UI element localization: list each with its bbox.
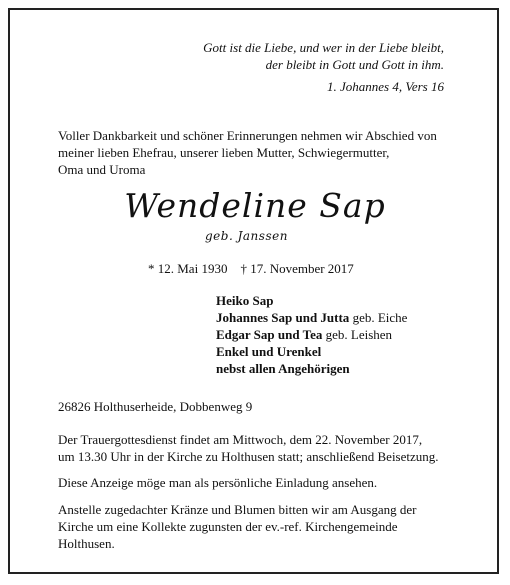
address: 26826 Holthuserheide, Dobbenweg 9: [58, 399, 253, 414]
mourner-5: nebst allen Angehörigen: [216, 361, 350, 376]
collection-line-3: Holthusen.: [58, 536, 115, 551]
deceased-name: Wendeline Sap: [124, 186, 386, 225]
mourner-2-names: Johannes Sap und Jutta: [216, 310, 350, 325]
intro-line-3: Oma und Uroma: [58, 162, 146, 177]
service-line-1: Der Trauergottesdienst findet am Mittwoch, dem 22. November 2017,: [58, 432, 423, 447]
life-dates: * 12. Mai 1930 † 17. November 2017: [148, 261, 354, 276]
mourner-3-names: Edgar Sap und Tea: [216, 327, 323, 342]
mourner-2: [216, 309, 407, 326]
mourner-2-birthname: geb. Eiche: [349, 310, 408, 325]
invitation-note: Diese Anzeige möge man als persönliche Einladung ansehen.: [58, 475, 378, 490]
collection-line-2: Kirche um eine Kollekte zugunsten der ev.-ref. Kirchengemeinde: [58, 519, 398, 534]
intro-line-1: Voller Dankbarkeit und schöner Erinnerungen nehmen wir Abschied von: [58, 128, 437, 143]
bible-verse-line-1: Gott ist die Liebe, und wer in der Liebe bleibt,: [203, 40, 444, 55]
bible-reference: 1. Johannes 4, Vers 16: [327, 79, 444, 94]
service-line-2: um 13.30 Uhr in der Kirche zu Holthusen statt; anschließend Beisetzung.: [58, 449, 439, 464]
bible-verse-line-2: der bleibt in Gott und Gott in ihm.: [265, 57, 444, 72]
mourner-4: Enkel und Urenkel: [216, 344, 322, 359]
collection-line-1: Anstelle zugedachter Kränze und Blumen bitten wir am Ausgang der: [58, 502, 417, 517]
intro-line-2: meiner lieben Ehefrau, unserer lieben Mutter, Schwiegermutter,: [58, 145, 390, 160]
mourner-3: [216, 326, 392, 343]
mourner-3-birthname: geb. Leishen: [322, 327, 393, 342]
maiden-name: geb. Janssen: [205, 229, 288, 243]
mourner-1: Heiko Sap: [216, 293, 274, 308]
